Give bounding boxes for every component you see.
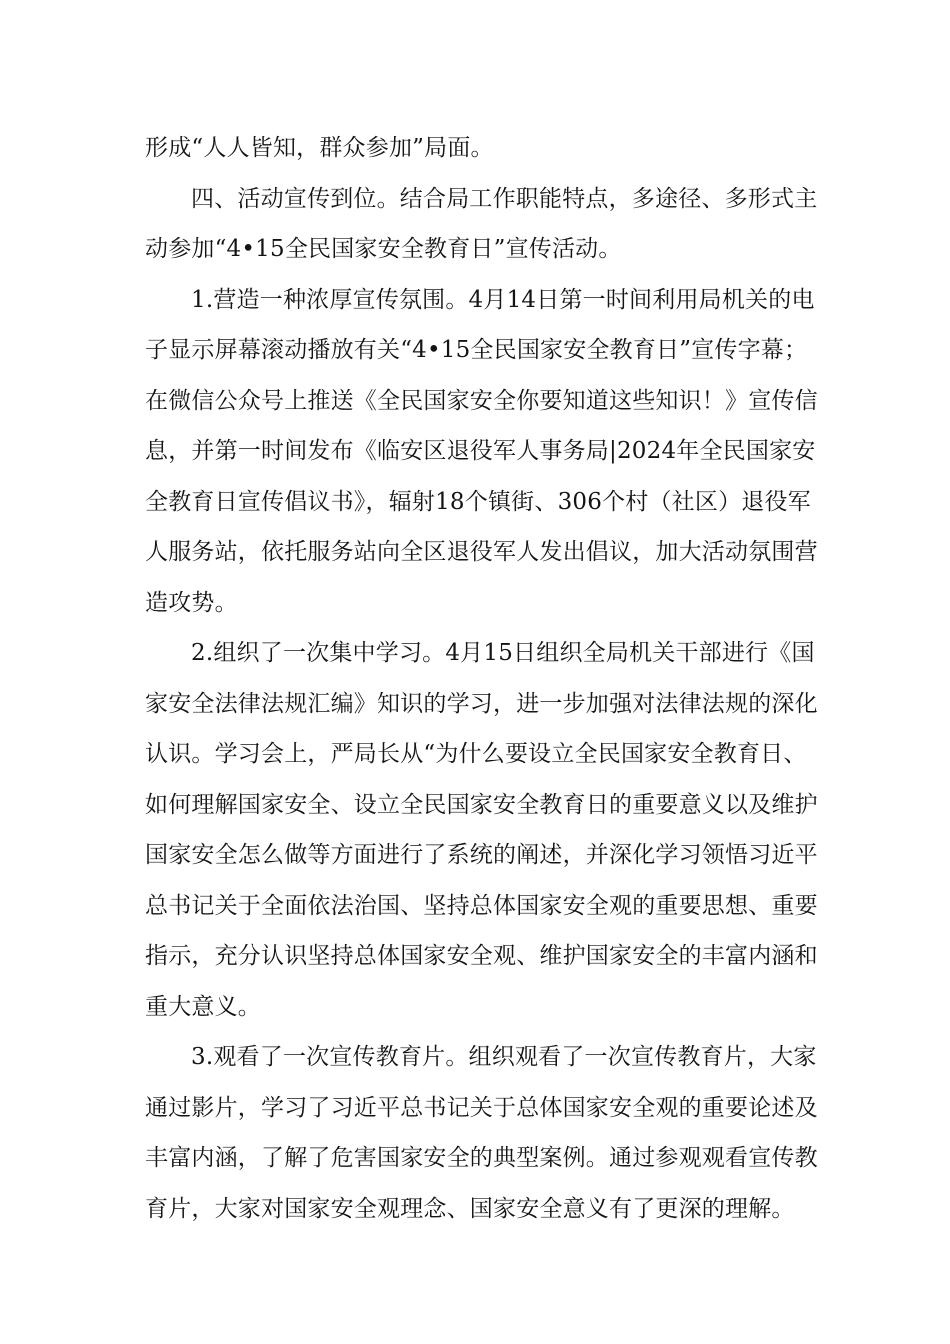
text-line: 家安全法律法规汇编》知识的学习，进一步加强对法律法规的深化 [145,690,818,717]
text-line: 动参加“4•15全民国家安全教育日”宣传活动。 [145,236,622,262]
text-line: 1.营造一种浓厚宣传氛围。4月14日第一时间利用局机关的电 [191,286,815,313]
text-line: 子显示屏幕滚动播放有关“4•15全民国家安全教育日”宣传字幕； [145,337,808,363]
text-line: 认识。学习会上，严局长从“为什么要设立全民国家安全教育日、 [145,741,807,767]
text-line: 息，并第一时间发布《临安区退役军人事务局|2024年全民国家安 [145,438,816,464]
text-line: 指示，充分认识坚持总体国家安全观、维护国家安全的丰富内涵和 [145,943,818,969]
text-line: 重大意义。 [145,993,261,1020]
text-line: 国家安全怎么做等方面进行了系统的阐述，并深化学习领悟习近平 [145,842,818,868]
text-line: 在微信公众号上推送《全民国家安全你要知道这些知识！》宣传信 [145,387,818,414]
text-line: 总书记关于全面依法治国、坚持总体国家安全观的重要思想、重要 [145,892,818,919]
text-line: 育片，大家对国家安全观理念、国家安全意义有了更深的理解。 [145,1195,795,1222]
text-line: 3.观看了一次宣传教育片。组织观看了一次宣传教育片，大家 [191,1044,817,1070]
text-line: 丰富内涵，了解了危害国家安全的典型案例。通过参观观看宣传教 [145,1145,818,1171]
text-line: 人服务站，依托服务站向全区退役军人发出倡议，加大活动氛围营 [145,539,818,565]
text-line: 通过影片，学习了习近平总书记关于总体国家安全观的重要论述及 [145,1094,818,1121]
text-line: 形成“人人皆知，群众参加”局面。 [145,135,494,161]
text-line: 全教育日宣传倡议书》，辐射18个镇街、306个村（社区）退役军 [145,488,811,515]
text-line: 2.组织了一次集中学习。4月15日组织全局机关干部进行《国 [191,640,815,666]
text-line: 造攻势。 [145,589,238,616]
document-body [145,123,818,1234]
text-line: 四、活动宣传到位。结合局工作职能特点，多途径、多形式主 [191,185,818,212]
text-line: 如何理解国家安全、设立全民国家安全教育日的重要意义以及维护 [145,791,818,818]
